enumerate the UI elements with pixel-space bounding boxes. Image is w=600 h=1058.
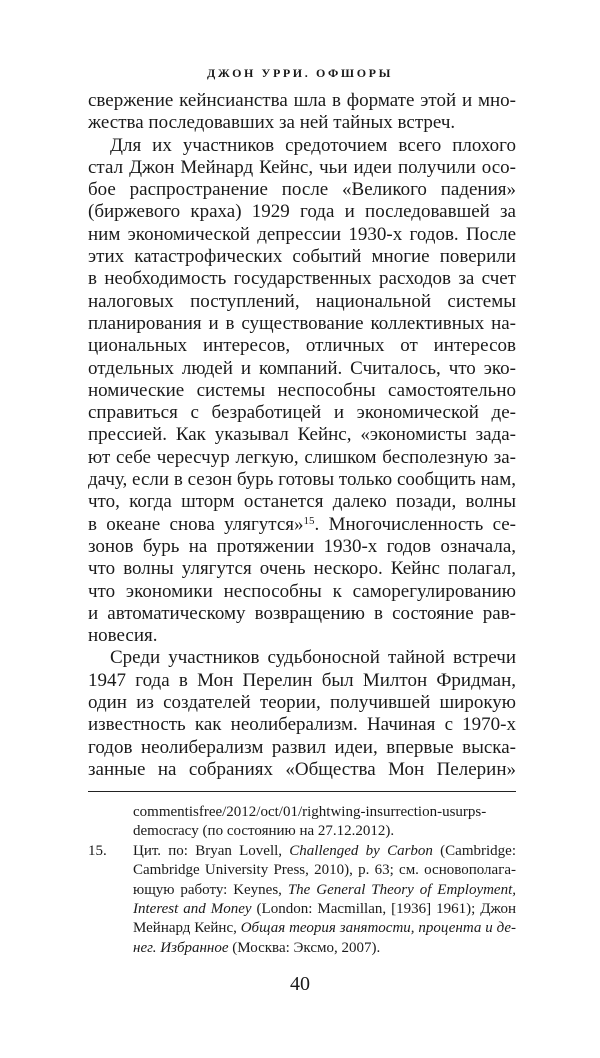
footnote-line [88,939,516,958]
text-line: прессией. Как указывал Кейнс, «экономисты зада- [88,424,516,446]
text-line: справиться с безработицей и экономической де- [88,402,516,424]
footnote-ref-15[interactable]: 15 [303,514,315,527]
text-line: в необходимость государственных расходов за счет [88,268,516,290]
text-fragment: Цит. по: Bryan Lovell, [133,842,290,859]
text-fragment: Мейнард Кейнс, [133,920,241,937]
text-line: что экономики неспособны к саморегулированию [88,580,516,602]
text-line: номические системы неспособны самостоятельно [88,379,516,401]
italic-title: Challenged by Carbon [289,842,433,859]
text-fragment: ющую работу: Keynes, [133,881,288,898]
text-line: известность как неолиберализм. Начиная с 1970-х [88,714,516,736]
text-line: зонов бурь на протяжении 1930-х годов означала, [88,535,516,557]
footnote-line [88,881,516,900]
footnotes [88,803,516,958]
body-text [88,90,516,781]
text-line: дачу, если в сезон бурь готовы только сообщить нам, [88,469,516,491]
text-fragment: (Cambridge: [432,842,516,859]
text-line: Среди участников судьбоносной тайной встречи [110,647,516,669]
text-line: годов неолиберализм развил идеи, впервые выска- [88,736,516,758]
text-line: и автоматическому возвращению в состояние рав- [88,602,516,624]
text-line: циональных интересов, отличных от интересов [88,335,516,357]
footnote-15-line [88,842,516,861]
text-line [88,514,516,536]
footnote-line: Cambridge University Press, 2010), p. 63; см. основополага- [133,862,516,879]
text-line: (биржевого краха) 1929 года и последовавшей за [88,201,516,223]
italic-title: Общая теория занятости, процента и де- [240,920,517,937]
text-line: ют себе чересчур легкую, слишком бесполезную за- [88,446,516,468]
text-line: планирования и в существование коллективных на- [88,312,516,334]
text-line: свержение кейнсианства шла в формате этой и мно- [88,90,516,111]
footnote-line: commentisfree/2012/oct/01/rightwing-insurrection-usurps- [133,804,487,820]
text-line: ним экономической депрессии 1930-х годов. После [88,223,516,245]
footnote-line [88,900,516,919]
text-line: стал Джон Мейнард Кейнс, чьи идеи получили осо- [88,156,516,178]
text-line: один из создателей теории, получившей широкую [88,692,516,714]
footnote-line [88,919,516,938]
italic-title: нег. Избранное [133,939,229,956]
text-line: занные на собраниях «Общества Мон Пелерин» [88,758,516,780]
text-line: 1947 года в Мон Перелин был Милтон Фридман, [88,669,516,691]
footnote-line: democracy (по состоянию на 27.12.2012). [133,823,395,840]
text-line: налоговых поступлений, национальной системы [88,290,516,312]
text-line: этих катастрофических событий многие поверили [88,246,516,268]
text-fragment: (London: Macmillan, [1936] 1961); Джон [251,900,516,917]
text-line: новесия. [88,625,158,647]
text-fragment: . Многочисленность се- [314,513,516,535]
text-fragment: (Москва: Эксмо, 2007). [228,939,381,956]
text-fragment: в океане снова улягутся» [88,513,304,535]
text-line: Для их участников средоточием всего плохого [110,134,516,156]
footnote-number: 15. [88,842,107,859]
text-line: бое распространение после «Великого падения» [88,179,516,201]
running-header: ДЖОН УРРИ. ОФШОРЫ [207,66,393,80]
text-line: отдельных людей и компаний. Считалось, что эко- [88,357,516,379]
footnote-divider [88,791,516,792]
text-line: что, когда шторм останется далеко позади, волны [88,491,516,513]
italic-title: Interest and Money [133,900,252,917]
italic-title: The General Theory of Employment, [287,881,517,898]
text-line: жества последовавших за ней тайных встреч. [88,112,456,134]
page-number: 40 [290,973,310,995]
text-line: что волны улягутся очень нескоро. Кейнс полагал, [88,558,516,580]
